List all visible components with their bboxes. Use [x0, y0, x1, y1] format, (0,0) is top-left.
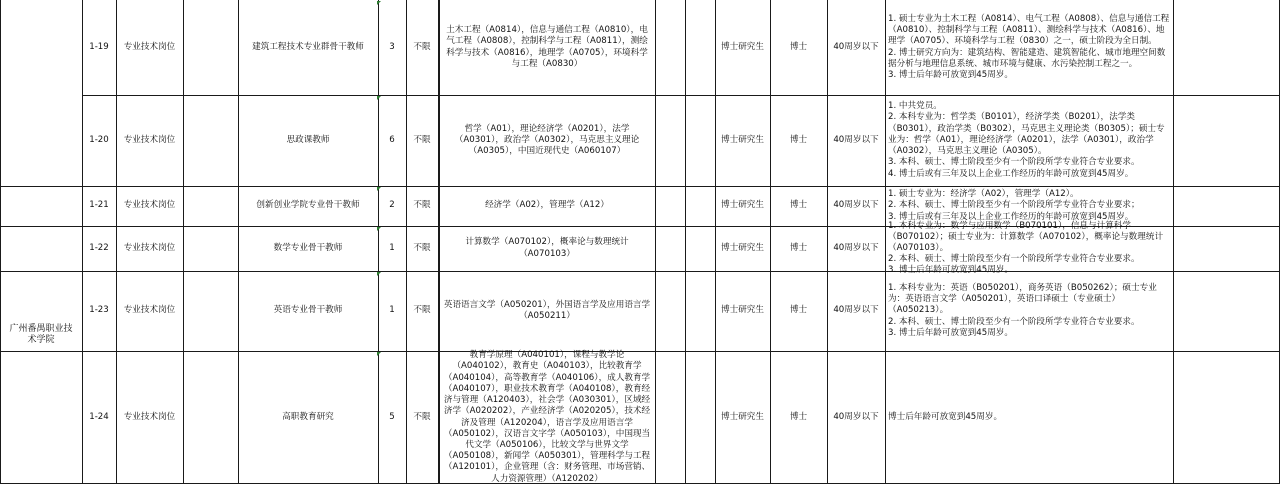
limit-cell-text: 不限: [413, 411, 431, 422]
job-position-cell: [239, 272, 377, 350]
headcount-cell: [379, 1, 405, 94]
requirements-cell: [886, 220, 1172, 276]
requirements-cell: [886, 272, 1172, 350]
major-cell-text: 经济学（A02），管理学（A12）: [485, 200, 609, 211]
age-cell-text: 40周岁以下: [833, 134, 879, 145]
headcount-cell: [379, 227, 405, 270]
major-cell: [440, 227, 654, 270]
requirements-cell-text: 1. 硕士专业为土木工程（A0814）、电气工程（A0808）、信息与通信工程（A0810）、控制科学与工程（A0811）、测绘科学与技术（A0816）、地理学（A0705）、环境科学与工程（0830）之一，硕士阶段为全日制。 2. 博士研究方向为：建筑结构、智能建造、建筑智能化、城市地理空间数据分析与地理信息系统、城市环境与健康、水污染控制工程之一。 3. 博士后年龄可放宽到45周岁。: [888, 13, 1170, 80]
limit-cell: [407, 187, 437, 225]
age-cell: [828, 187, 884, 225]
comment-marker: [377, 272, 381, 276]
job-category-cell-text: 专业技术岗位: [123, 242, 176, 253]
headcount-cell-text: 5: [389, 411, 395, 422]
major-cell: [440, 1, 654, 94]
limit-cell-text: 不限: [413, 305, 431, 316]
age-cell-text: 40周岁以下: [833, 242, 879, 253]
headcount-cell: [379, 272, 405, 350]
education-cell: [716, 272, 769, 350]
education-cell: [716, 187, 769, 225]
age-cell-text: 40周岁以下: [833, 200, 879, 211]
age-cell: [828, 227, 884, 270]
grid-col-line: [438, 0, 439, 484]
job-position-cell: [239, 227, 377, 270]
limit-cell-text: 不限: [413, 41, 431, 52]
major-cell: [440, 272, 654, 350]
requirements-cell-text: 1. 本科专业为：数学与应用数学（B070101），信息与计算科学（B070102）；硕士专业为：计算数学（A070102），概率论与数理统计（A070103）。 2. 本科、硕士、博士阶段至少有一个阶段所学专业符合专业要求。 3. 博士后年龄可放宽到45周岁。: [888, 220, 1164, 276]
comment-marker: [377, 1, 381, 5]
grid-col-line: [183, 0, 184, 484]
requirements-cell: [886, 352, 1172, 483]
degree-cell-text: 博士: [789, 200, 808, 211]
major-cell-text: 计算数学（A070102），概率论与数理统计（A070103）: [465, 237, 629, 259]
age-cell-text: 40周岁以下: [833, 411, 879, 422]
grid-col-line: [685, 0, 686, 484]
job-position-cell-text: 数学专业骨干教师: [273, 242, 343, 253]
degree-cell: [771, 1, 826, 94]
job-category-cell-text: 专业技术岗位: [123, 411, 176, 422]
headcount-cell-text: 3: [389, 41, 395, 52]
limit-cell: [407, 1, 437, 94]
limit-cell: [407, 352, 437, 483]
job-category-cell: [117, 352, 182, 483]
major-cell: [440, 352, 654, 483]
job-category-cell-text: 专业技术岗位: [123, 305, 176, 316]
job-category-cell: [117, 272, 182, 350]
major-cell-text: 教育学原理（A040101），课程与教学论（A040102），教育史（A040103），比较教育学（A040104），高等教育学（A040106），成人教育学（A040107），职业技术教育学（A040108），教育经济与管理（A120403），社会学（A030301），区域经济学（A020202），产业经济学（A020205），技术经济及管理（A120204），语言学及应用语言学（A050102），汉语言文字学（A050103），中国现当代文学（A050106），比较文学与世界文学（A050108），新闻学（A050301），管理科学与工程（A120101），企业管理（含：财务管理、市场营销、人力资源管理）（A120202）: [443, 350, 651, 484]
major-cell-text: 土木工程（A0814），信息与通信工程（A0810），电气工程（A0808），控制科学与工程（A0811），测绘科学与技术（A0816），地理学（A0705），环境科学与工程（A0830）: [446, 25, 648, 69]
job-category-cell: [117, 227, 182, 270]
degree-cell-text: 博士: [789, 242, 808, 253]
limit-cell-text: 不限: [413, 134, 431, 145]
job-code-cell: [83, 272, 115, 350]
education-cell-text: 博士研究生: [721, 305, 764, 316]
age-cell: [828, 272, 884, 350]
education-cell-text: 博士研究生: [721, 200, 764, 211]
job-code-cell-text: 1-22: [89, 242, 109, 253]
major-cell-text: 哲学（A01），理论经济学（A0201），法学（A0301），政治学（A0302），马克思主义理论（A0305），中国近现代史（A060107）: [454, 123, 640, 157]
job-position-cell-text: 创新创业学院专业骨干教师: [256, 200, 360, 211]
headcount-cell-text: 2: [389, 200, 395, 211]
comment-marker: [377, 227, 381, 231]
headcount-cell: [379, 352, 405, 483]
limit-cell-text: 不限: [413, 242, 431, 253]
job-category-cell: [117, 187, 182, 225]
comment-marker: [377, 187, 381, 191]
major-cell-text: 英语语言文学（A050201），外国语言学及应用语言学（A050211）: [443, 299, 651, 321]
job-position-cell-text: 英语专业骨干教师: [273, 305, 343, 316]
headcount-cell: [379, 96, 405, 185]
age-cell-text: 40周岁以下: [833, 305, 879, 316]
job-position-cell: [239, 187, 377, 225]
limit-cell: [407, 96, 437, 185]
degree-cell: [771, 272, 826, 350]
education-cell-text: 博士研究生: [721, 242, 764, 253]
grid-col-line: [1173, 0, 1174, 484]
job-category-cell: [117, 1, 182, 94]
requirements-cell-text: 1. 硕士专业为：经济学（A02），管理学（A12）。 2. 本科、硕士、博士阶段至少有一个阶段所学专业符合专业要求； 3. 博士后或有三年及以上企业工作经历的年龄可放宽到45周岁。: [888, 189, 1140, 222]
job-code-cell: [83, 96, 115, 185]
job-code-cell-text: 1-24: [89, 411, 109, 422]
headcount-cell: [379, 187, 405, 225]
age-cell: [828, 1, 884, 94]
age-cell-text: 40周岁以下: [833, 41, 879, 52]
job-category-cell-text: 专业技术岗位: [123, 134, 176, 145]
job-code-cell-text: 1-23: [89, 305, 109, 316]
job-code-cell: [83, 352, 115, 483]
education-cell-text: 博士研究生: [721, 41, 764, 52]
job-category-cell-text: 专业技术岗位: [123, 200, 176, 211]
degree-cell-text: 博士: [789, 305, 808, 316]
requirements-cell: [886, 96, 1172, 185]
institution-cell-text: 广州番禺职业技术学院: [9, 323, 73, 345]
institution-cell: [1, 187, 81, 483]
education-cell-text: 博士研究生: [721, 134, 764, 145]
limit-cell: [407, 227, 437, 270]
job-code-cell: [83, 1, 115, 94]
requirements-cell-text: 1. 本科专业为：英语（B050201），商务英语（B050262）；硕士专业为：英语语言文学（A050201），英语口译硕士（专业硕士）（A050213）。 2. 本科、硕士、博士阶段至少有一个阶段所学专业符合专业要求。 3. 博士后年龄可放宽到45周岁。: [888, 282, 1157, 338]
degree-cell-text: 博士: [789, 411, 808, 422]
headcount-cell-text: 6: [389, 134, 395, 145]
requirements-cell: [886, 1, 1172, 94]
education-cell-text: 博士研究生: [721, 411, 764, 422]
degree-cell: [771, 96, 826, 185]
education-cell: [716, 352, 769, 483]
comment-marker: [377, 96, 381, 100]
degree-cell: [771, 187, 826, 225]
education-cell: [716, 1, 769, 94]
job-code-cell-text: 1-19: [89, 41, 109, 52]
degree-cell-text: 博士: [789, 134, 808, 145]
limit-cell: [407, 272, 437, 350]
job-category-cell-text: 专业技术岗位: [123, 41, 176, 52]
age-cell: [828, 96, 884, 185]
comment-marker: [377, 352, 381, 356]
job-code-cell-text: 1-21: [89, 200, 109, 211]
job-code-cell: [83, 227, 115, 270]
job-position-cell: [239, 352, 377, 483]
major-cell: [440, 96, 654, 185]
education-cell: [716, 96, 769, 185]
job-code-cell-text: 1-20: [89, 134, 109, 145]
headcount-cell-text: 1: [389, 305, 395, 316]
degree-cell: [771, 352, 826, 483]
job-position-cell-text: 建筑工程技术专业群骨干教师: [252, 41, 364, 52]
requirements-cell: [886, 187, 1172, 225]
job-position-cell-text: 高职教育研究: [282, 411, 334, 422]
job-position-cell-text: 思政课教师: [286, 134, 330, 145]
job-category-cell: [117, 96, 182, 185]
grid-col-line: [655, 0, 656, 484]
limit-cell-text: 不限: [413, 200, 431, 211]
major-cell: [440, 187, 654, 225]
degree-cell-text: 博士: [789, 41, 808, 52]
requirements-cell-text: 1. 中共党员。 2. 本科专业为：哲学类（B0101），经济学类（B0201），法学类（B0301），政治学类（B0302），马克思主义理论类（B0305）；硕士专业为：哲学（A01），理论经济学（A0201），法学（A0301），政治学（A0302），马克思主义理论（A0305）。 3. 本科、硕士、博士阶段至少有一个阶段所学专业符合专业要求。 4. 博士后或有三年及以上企业工作经历的年龄可放宽到45周岁。: [888, 101, 1165, 179]
job-position-cell: [239, 96, 377, 185]
requirements-cell-text: 博士后年龄可放宽到45周岁。: [888, 411, 1003, 422]
job-code-cell: [83, 187, 115, 225]
headcount-cell-text: 1: [389, 242, 395, 253]
education-cell: [716, 227, 769, 270]
degree-cell: [771, 227, 826, 270]
job-position-cell: [239, 1, 377, 94]
age-cell: [828, 352, 884, 483]
